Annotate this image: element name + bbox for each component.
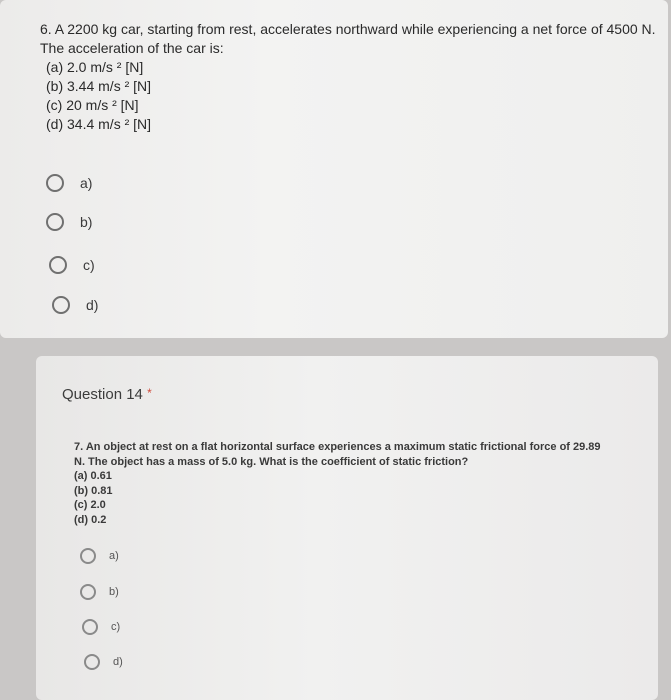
radio-button[interactable]: [46, 174, 64, 192]
question-2-text: [74, 440, 601, 527]
question-1-option-a[interactable]: [46, 174, 92, 192]
option-label: b): [109, 586, 119, 598]
radio-button[interactable]: [82, 619, 98, 635]
required-asterisk: *: [147, 386, 152, 400]
option-label: a): [109, 550, 119, 562]
option-label: a): [80, 175, 93, 191]
option-label: d): [113, 656, 123, 668]
question-1-line: 6. A 2200 kg car, starting from rest, accelerates northward while experiencing a net force of 4500 N.: [40, 21, 656, 37]
question-1-choice-d: (d) 34.4 m/s ² [N]: [46, 116, 152, 132]
question-1-choice-a: (a) 2.0 m/s ² [N]: [46, 59, 144, 75]
option-label: b): [80, 214, 93, 230]
question-2-option-b[interactable]: [80, 584, 119, 600]
radio-button[interactable]: [80, 584, 96, 600]
option-label: c): [111, 621, 121, 633]
question-1-choice-c: (c) 20 m/s ² [N]: [46, 97, 139, 113]
option-label: c): [83, 257, 95, 273]
question-2-choice-a: (a) 0.61: [74, 470, 112, 482]
question-2-option-d[interactable]: [84, 654, 123, 670]
question-1-text: [40, 20, 656, 134]
question-2-line: N. The object has a mass of 5.0 kg. What is the coefficient of static friction?: [74, 455, 469, 468]
radio-button[interactable]: [84, 654, 100, 670]
question-2-option-c[interactable]: [82, 619, 120, 635]
question-title-text: Question 14: [62, 386, 143, 403]
radio-button[interactable]: [49, 256, 67, 274]
question-2-title: [62, 386, 152, 403]
question-2-choice-b: (b) 0.81: [74, 484, 113, 497]
question-1-line: The acceleration of the car is:: [40, 40, 224, 56]
question-2-line: 7. An object at rest on a flat horizontal surface experiences a maximum static frictional force of 29.89: [74, 441, 601, 453]
question-2-choice-c: (c) 2.0: [74, 499, 106, 511]
option-label: d): [86, 297, 99, 313]
question-1-option-b[interactable]: [46, 213, 92, 231]
radio-button[interactable]: [46, 213, 64, 231]
radio-button[interactable]: [80, 548, 96, 564]
question-1-option-d[interactable]: [52, 296, 98, 314]
question-2-option-a[interactable]: [80, 548, 119, 564]
question-card-2: [36, 356, 658, 700]
question-2-choice-d: (d) 0.2: [74, 513, 107, 526]
radio-button[interactable]: [52, 296, 70, 314]
question-1-option-c[interactable]: [49, 256, 95, 274]
question-1-choice-b: (b) 3.44 m/s ² [N]: [46, 78, 152, 94]
